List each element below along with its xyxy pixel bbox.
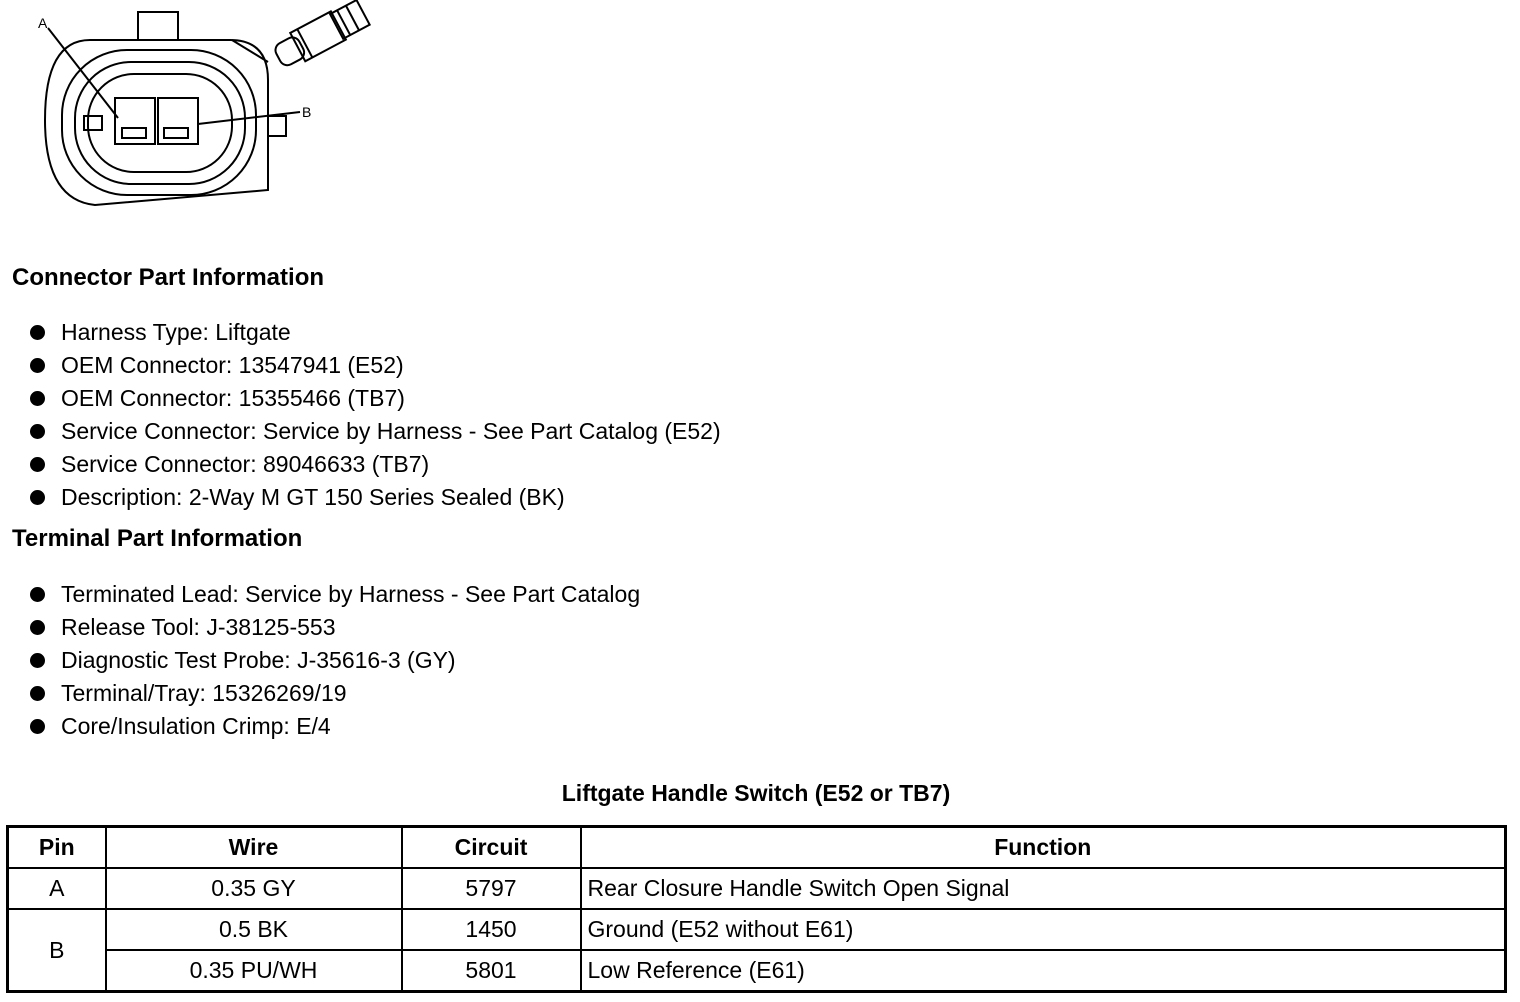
- bullet-icon: [30, 391, 45, 406]
- connector-info-heading: Connector Part Information: [12, 264, 325, 291]
- connector-diagram: [0, 0, 400, 225]
- bullet-icon: [30, 719, 45, 734]
- bullet-icon: [30, 358, 45, 373]
- table-row: [8, 950, 1506, 992]
- circuit-cell: 5797: [402, 868, 581, 909]
- bullet-icon: [30, 457, 45, 472]
- wire-cell: 0.5 BK: [106, 909, 402, 950]
- list-item: Core/Insulation Crimp: E/4: [30, 710, 640, 743]
- column-header-function: Function: [581, 827, 1506, 869]
- column-header-circuit: Circuit: [402, 827, 581, 869]
- pin-cell: A: [8, 868, 106, 909]
- bullet-icon: [30, 490, 45, 505]
- terminal-info-list: [30, 578, 640, 743]
- wire-cell: 0.35 PU/WH: [106, 950, 402, 992]
- list-item: OEM Connector: 13547941 (E52): [30, 349, 721, 382]
- pin-cell: B: [8, 909, 106, 992]
- function-cell: Rear Closure Handle Switch Open Signal: [581, 868, 1506, 909]
- function-cell: Low Reference (E61): [581, 950, 1506, 992]
- pin-label-a: A: [38, 15, 48, 31]
- function-cell: Ground (E52 without E61): [581, 909, 1506, 950]
- list-item: Release Tool: J-38125-553: [30, 611, 640, 644]
- pin-table: [6, 825, 1507, 993]
- list-item: OEM Connector: 15355466 (TB7): [30, 382, 721, 415]
- table-row: [8, 909, 1506, 950]
- list-item: Service Connector: 89046633 (TB7): [30, 448, 721, 481]
- list-item: Service Connector: Service by Harness - See Part Catalog (E52): [30, 415, 721, 448]
- circuit-cell: 5801: [402, 950, 581, 992]
- circuit-cell: 1450: [402, 909, 581, 950]
- table-title: Liftgate Handle Switch (E52 or TB7): [561, 780, 951, 806]
- bullet-icon: [30, 653, 45, 668]
- bullet-icon: [30, 686, 45, 701]
- pin-label-b: B: [302, 104, 312, 120]
- wire-cell: 0.35 GY: [106, 868, 402, 909]
- bullet-icon: [30, 325, 45, 340]
- table-header-row: [8, 827, 1506, 869]
- column-header-wire: Wire: [106, 827, 402, 869]
- list-item: Description: 2-Way M GT 150 Series Sealed (BK): [30, 481, 721, 514]
- column-header-pin: Pin: [8, 827, 106, 869]
- list-item: Harness Type: Liftgate: [30, 316, 721, 349]
- table-row: [8, 868, 1506, 909]
- terminal-info-heading: Terminal Part Information: [12, 525, 303, 552]
- bullet-icon: [30, 424, 45, 439]
- bullet-icon: [30, 587, 45, 602]
- list-item: Terminal/Tray: 15326269/19: [30, 677, 640, 710]
- connector-info-list: [30, 316, 721, 514]
- list-item: Diagnostic Test Probe: J-35616-3 (GY): [30, 644, 640, 677]
- list-item: Terminated Lead: Service by Harness - See Part Catalog: [30, 578, 640, 611]
- bullet-icon: [30, 620, 45, 635]
